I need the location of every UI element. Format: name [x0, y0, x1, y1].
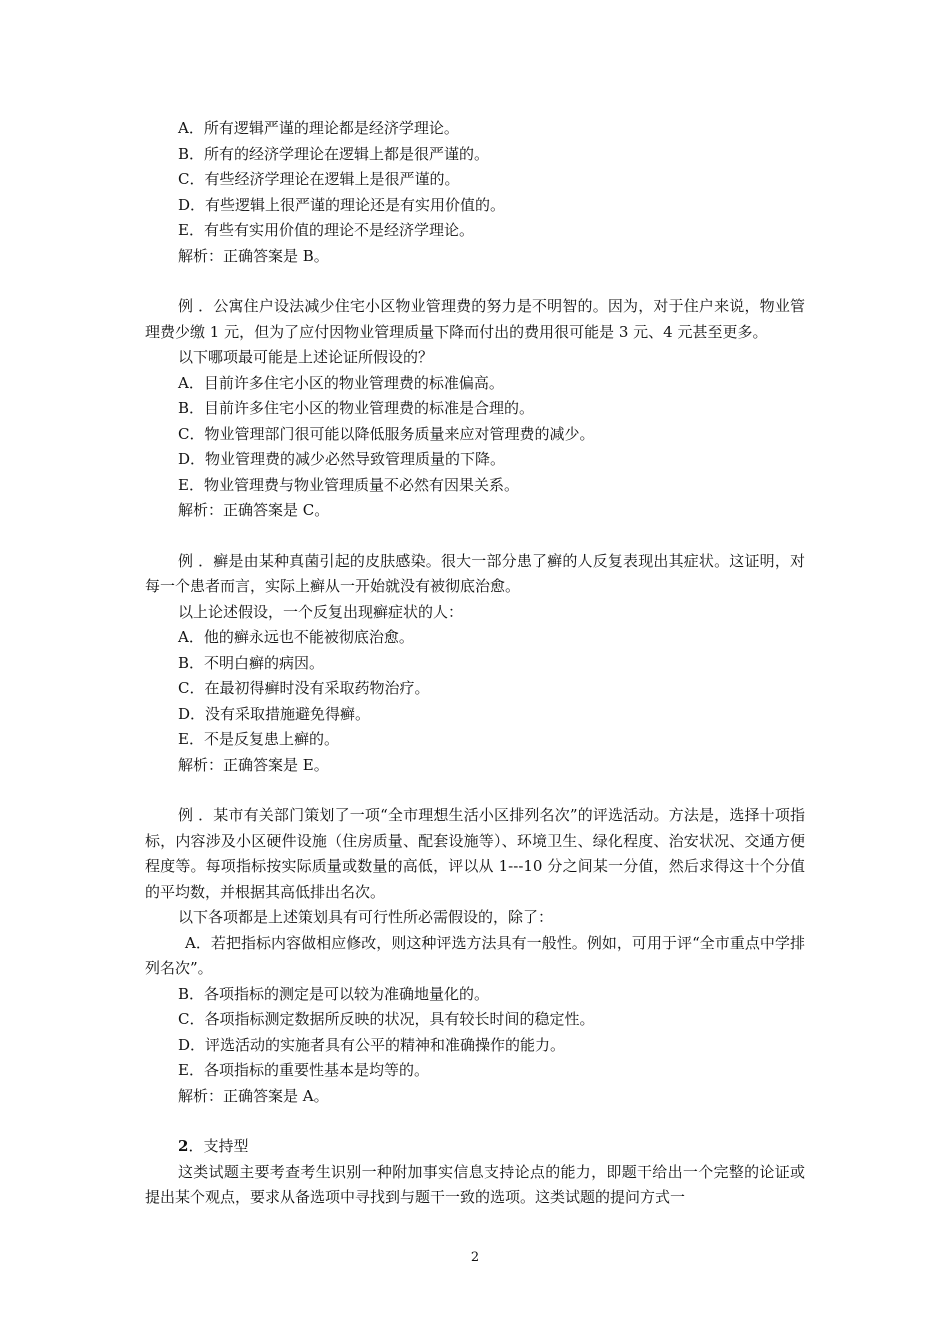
- option-e: E．各项指标的重要性基本是均等的。: [178, 1061, 429, 1079]
- page-content: [145, 116, 805, 1211]
- section-intro: 这类试题主要考查考生识别一种附加事实信息支持论点的能力，即题干给出一个完整的论证或提出某个观点，要求从备选项中寻找到与题干一致的选项。这类试题的提问方式一: [145, 1162, 805, 1206]
- answer-explanation: 解析：正确答案是 A。: [178, 1086, 329, 1105]
- option-d: D．物业管理费的减少必然导致管理质量的下降。: [178, 450, 506, 468]
- answer-explanation: 解析：正确答案是 C。: [178, 501, 330, 519]
- option-d: D．评选活动的实施者具有公平的精神和准确操作的能力。: [178, 1035, 566, 1054]
- answer-explanation: 解析：正确答案是 E。: [178, 755, 329, 774]
- option-a: A．所有逻辑严谨的理论都是经济学理论。: [178, 119, 459, 137]
- option-c: C．在最初得癣时没有采取药物治疗。: [178, 679, 430, 697]
- option-d: D．有些逻辑上很严谨的理论还是有实用价值的。: [178, 195, 506, 214]
- option-e: E．物业管理费与物业管理质量不必然有因果关系。: [178, 475, 519, 494]
- option-a: A．目前许多住宅小区的物业管理费的标准偏高。: [178, 373, 504, 392]
- answer-explanation: 解析：正确答案是 B。: [178, 246, 329, 265]
- example-question: 以下各项都是上述策划具有可行性所必需假设的，除了：: [178, 908, 554, 926]
- option-c: C．有些经济学理论在逻辑上是很严谨的。: [178, 170, 460, 188]
- section-heading: [145, 1134, 805, 1160]
- option-a: A．若把指标内容做相应修改，则这种评选方法具有一般性。例如，可用于评“全市重点中学排列名次”。: [145, 933, 805, 977]
- option-b: B．各项指标的测定是可以较为准确地量化的。: [178, 984, 490, 1003]
- option-a: A．他的癣永远也不能被彻底治愈。: [178, 628, 414, 646]
- example-stem: 例 ．公寓住户设法减少住宅小区物业管理费的努力是不明智的。因为，对于住户来说，物业管理费少缴 1 元，但为了应付因物业管理质量下降而付出的费用很可能是 3 元、4 元甚至更多。: [145, 297, 805, 341]
- option-c: C．各项指标测定数据所反映的状况，具有较长时间的稳定性。: [178, 1010, 595, 1028]
- option-b: B．所有的经济学理论在逻辑上都是很严谨的。: [178, 144, 490, 163]
- option-e: E．有些有实用价值的理论不是经济学理论。: [178, 221, 474, 239]
- example-question: 以下哪项最可能是上述论证所假设的？: [178, 348, 434, 366]
- option-e: E．不是反复患上癣的。: [178, 730, 339, 748]
- option-c: C．物业管理部门很可能以降低服务质量来应对管理费的减少。: [178, 424, 595, 443]
- option-b: B．目前许多住宅小区的物业管理费的标准是合理的。: [178, 399, 535, 417]
- option-b: B．不明白癣的病因。: [178, 653, 325, 672]
- example-question: 以上论述假设，一个反复出现癣症状的人：: [178, 602, 464, 621]
- option-d: D．没有采取措施避免得癣。: [178, 704, 371, 723]
- example-stem: 例 ．癣是由某种真菌引起的皮肤感染。很大一部分患了癣的人反复表现出其症状。这证明，对每一个患者而言，实际上癣从一开始就没有被彻底治愈。: [145, 551, 805, 595]
- section-title: ．支持型: [188, 1137, 249, 1155]
- page-number: 2: [470, 1250, 480, 1265]
- example-stem: 例 ．某市有关部门策划了一项“全市理想生活小区排列名次”的评选活动。方法是，选择十项指标，内容涉及小区硬件设施（住房质量、配套设施等）、环境卫生、绿化程度、治安状况、交通方便程度等。每项指标按实际质量或数量的高低，评以从 1---10 分之间某一分值，然后求得这十个分值的平均数，并根据其高低排出名次。: [145, 806, 805, 901]
- section-number: 2: [178, 1137, 189, 1155]
